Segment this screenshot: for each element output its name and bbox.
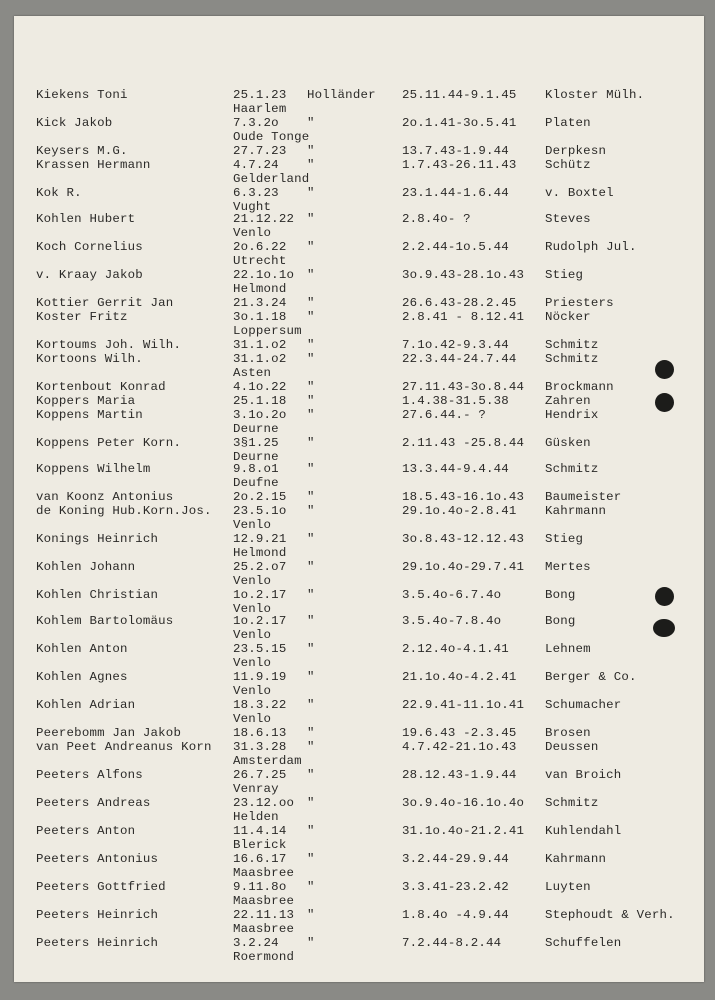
person-name: Kiekens Toni: [36, 88, 128, 102]
employment-period: 1.8.4o -4.9.44: [402, 908, 509, 922]
employer: Schumacher: [545, 698, 622, 712]
punch-hole: [655, 393, 674, 412]
employer: van Broich: [545, 768, 622, 782]
birth-date: 12.9.21: [233, 532, 287, 546]
birth-place: Deurne: [233, 450, 279, 464]
employer: Kahrmann: [545, 852, 607, 866]
nationality: ": [307, 642, 315, 656]
birth-place: Gelderland: [233, 172, 310, 186]
employer: Luyten: [545, 880, 591, 894]
birth-place: Blerick: [233, 838, 287, 852]
nationality: ": [307, 408, 315, 422]
employment-period: 3.5.4o-6.7.4o: [402, 588, 502, 602]
employer: Schuffelen: [545, 936, 622, 950]
employment-period: 22.3.44-24.7.44: [402, 352, 517, 366]
person-name: Kohlen Agnes: [36, 670, 128, 684]
birth-place: Deurne: [233, 422, 279, 436]
nationality: ": [307, 740, 315, 754]
employer: Platen: [545, 116, 591, 130]
birth-date: 21.3.24: [233, 296, 287, 310]
birth-place: Helmond: [233, 546, 287, 560]
nationality: ": [307, 338, 315, 352]
employment-period: 21.1o.4o-4.2.41: [402, 670, 517, 684]
birth-place: Utrecht: [233, 254, 287, 268]
birth-date: 31.1.o2: [233, 352, 287, 366]
birth-place: Venlo: [233, 518, 272, 532]
employer: Baumeister: [545, 490, 622, 504]
record-row: [14, 462, 704, 492]
record-row: [14, 880, 704, 910]
record-row: [14, 852, 704, 882]
nationality: ": [307, 908, 315, 922]
employment-period: 3.3.41-23.2.42: [402, 880, 509, 894]
nationality: ": [307, 796, 315, 810]
nationality: ": [307, 614, 315, 628]
birth-date: 25.1.23: [233, 88, 287, 102]
document-page: [14, 16, 704, 982]
employer: Steves: [545, 212, 591, 226]
birth-place: Oude Tonge: [233, 130, 310, 144]
employer: Stieg: [545, 532, 584, 546]
employer: Kuhlendahl: [545, 824, 622, 838]
record-row: [14, 212, 704, 242]
birth-date: 23.5.1o: [233, 504, 287, 518]
person-name: Kortoums Joh. Wilh.: [36, 338, 182, 352]
birth-date: 4.1o.22: [233, 380, 287, 394]
birth-place: Venlo: [233, 656, 272, 670]
punch-hole: [655, 360, 674, 379]
person-name: Koppens Peter Korn.: [36, 436, 182, 450]
person-name: Kick Jakob: [36, 116, 113, 130]
birth-place: Maasbree: [233, 866, 295, 880]
employment-period: 19.6.43 -2.3.45: [402, 726, 517, 740]
employer: Priesters: [545, 296, 614, 310]
person-name: Peeters Alfons: [36, 768, 143, 782]
employer: Güsken: [545, 436, 591, 450]
employer: Zahren: [545, 394, 591, 408]
nationality: ": [307, 698, 315, 712]
employment-period: 2.8.4o- ?: [402, 212, 471, 226]
nationality: ": [307, 504, 315, 518]
employment-period: 3o.8.43-12.12.43: [402, 532, 525, 546]
employment-period: 28.12.43-1.9.44: [402, 768, 517, 782]
nationality: ": [307, 936, 315, 950]
employer: Stephoudt & Verh.: [545, 908, 675, 922]
employer: Schmitz: [545, 352, 599, 366]
employer: Lehnem: [545, 642, 591, 656]
employer: Schütz: [545, 158, 591, 172]
nationality: ": [307, 768, 315, 782]
employment-period: 1.4.38-31.5.38: [402, 394, 509, 408]
nationality: ": [307, 352, 315, 366]
record-row: [14, 240, 704, 270]
birth-place: Helden: [233, 810, 279, 824]
nationality: ": [307, 380, 315, 394]
birth-date: 6.3.23: [233, 186, 279, 200]
nationality: ": [307, 158, 315, 172]
birth-place: Helmond: [233, 282, 287, 296]
record-row: [14, 88, 704, 118]
birth-date: 11.4.14: [233, 824, 287, 838]
person-name: Kortoons Wilh.: [36, 352, 143, 366]
birth-date: 18.3.22: [233, 698, 287, 712]
person-name: Kottier Gerrit Jan: [36, 296, 174, 310]
employer: Hendrix: [545, 408, 599, 422]
nationality: ": [307, 532, 315, 546]
employer: Schmitz: [545, 796, 599, 810]
employment-period: 4.7.42-21.1o.43: [402, 740, 517, 754]
person-name: Peeters Heinrich: [36, 936, 159, 950]
birth-date: 23.5.15: [233, 642, 287, 656]
nationality: ": [307, 116, 315, 130]
nationality: ": [307, 436, 315, 450]
employment-period: 13.7.43-1.9.44: [402, 144, 509, 158]
birth-place: Venlo: [233, 574, 272, 588]
employer: Nöcker: [545, 310, 591, 324]
person-name: Kohlen Adrian: [36, 698, 136, 712]
employment-period: 3o.9.43-28.1o.43: [402, 268, 525, 282]
person-name: de Koning Hub.Korn.Jos.: [36, 504, 212, 518]
record-row: [14, 614, 704, 644]
nationality: ": [307, 310, 315, 324]
birth-place: Loppersum: [233, 324, 302, 338]
nationality: Holländer: [307, 88, 376, 102]
person-name: van Peet Andreanus Korn: [36, 740, 212, 754]
employment-period: 31.1o.4o-21.2.41: [402, 824, 525, 838]
birth-date: 2o.2.15: [233, 490, 287, 504]
birth-date: 31.1.o2: [233, 338, 287, 352]
birth-date: 27.7.23: [233, 144, 287, 158]
birth-place: Maasbree: [233, 894, 295, 908]
birth-place: Venlo: [233, 712, 272, 726]
nationality: ": [307, 560, 315, 574]
birth-date: 2o.6.22: [233, 240, 287, 254]
record-row: [14, 158, 704, 188]
record-row: [14, 268, 704, 298]
nationality: ": [307, 296, 315, 310]
nationality: ": [307, 726, 315, 740]
employment-period: 13.3.44-9.4.44: [402, 462, 509, 476]
birth-date: 25.2.o7: [233, 560, 287, 574]
nationality: ": [307, 268, 315, 282]
employer: Mertes: [545, 560, 591, 574]
person-name: v. Kraay Jakob: [36, 268, 143, 282]
employment-period: 22.9.41-11.1o.41: [402, 698, 525, 712]
birth-place: Amsterdam: [233, 754, 302, 768]
employer: Rudolph Jul.: [545, 240, 637, 254]
record-row: [14, 408, 704, 438]
employment-period: 2.11.43 -25.8.44: [402, 436, 525, 450]
employment-period: 3o.9.4o-16.1o.4o: [402, 796, 525, 810]
employer: Bong: [545, 588, 576, 602]
nationality: ": [307, 490, 315, 504]
employment-period: 1.7.43-26.11.43: [402, 158, 517, 172]
record-row: [14, 352, 704, 382]
employer: v. Boxtel: [545, 186, 614, 200]
person-name: Koch Cornelius: [36, 240, 143, 254]
person-name: Kohlen Anton: [36, 642, 128, 656]
birth-date: 3.1o.2o: [233, 408, 287, 422]
record-row: [14, 560, 704, 590]
person-name: Keysers M.G.: [36, 144, 128, 158]
person-name: Peeters Andreas: [36, 796, 151, 810]
employment-period: 7.1o.42-9.3.44: [402, 338, 509, 352]
record-row: [14, 824, 704, 854]
person-name: Kohlen Christian: [36, 588, 159, 602]
person-name: Kohlen Hubert: [36, 212, 136, 226]
nationality: ": [307, 880, 315, 894]
employer: Brosen: [545, 726, 591, 740]
birth-place: Venray: [233, 782, 279, 796]
employer: Berger & Co.: [545, 670, 637, 684]
person-name: Kortenbout Konrad: [36, 380, 166, 394]
employment-period: 27.6.44.- ?: [402, 408, 486, 422]
nationality: ": [307, 670, 315, 684]
birth-date: 9.11.8o: [233, 880, 287, 894]
birth-date: 3.2.24: [233, 936, 279, 950]
employment-period: 26.6.43-28.2.45: [402, 296, 517, 310]
employment-period: 7.2.44-8.2.44: [402, 936, 502, 950]
record-row: [14, 936, 704, 966]
person-name: Peeters Heinrich: [36, 908, 159, 922]
birth-date: 4.7.24: [233, 158, 279, 172]
record-row: [14, 670, 704, 700]
record-row: [14, 116, 704, 146]
birth-date: 23.12.oo: [233, 796, 295, 810]
employer: Bong: [545, 614, 576, 628]
person-name: Kohlen Johann: [36, 560, 136, 574]
record-row: [14, 796, 704, 826]
employment-period: 18.5.43-16.1o.43: [402, 490, 525, 504]
birth-date: 1o.2.17: [233, 614, 287, 628]
employment-period: 23.1.44-1.6.44: [402, 186, 509, 200]
birth-place: Venlo: [233, 684, 272, 698]
employment-period: 2.12.4o-4.1.41: [402, 642, 509, 656]
birth-place: Venlo: [233, 226, 272, 240]
person-name: Koppens Wilhelm: [36, 462, 151, 476]
birth-date: 11.9.19: [233, 670, 287, 684]
person-name: Konings Heinrich: [36, 532, 159, 546]
record-row: [14, 310, 704, 340]
employer: Kahrmann: [545, 504, 607, 518]
employer: Kloster Mülh.: [545, 88, 645, 102]
employment-period: 29.1o.4o-2.8.41: [402, 504, 517, 518]
birth-place: Haarlem: [233, 102, 287, 116]
employer: Schmitz: [545, 462, 599, 476]
person-name: Peeters Anton: [36, 824, 136, 838]
record-row: [14, 698, 704, 728]
birth-date: 3§1.25: [233, 436, 279, 450]
person-name: van Koonz Antonius: [36, 490, 174, 504]
nationality: ": [307, 240, 315, 254]
birth-date: 7.3.2o: [233, 116, 279, 130]
person-name: Peeters Antonius: [36, 852, 159, 866]
employment-period: 27.11.43-3o.8.44: [402, 380, 525, 394]
record-row: [14, 504, 704, 534]
employment-period: 2o.1.41-3o.5.41: [402, 116, 517, 130]
birth-place: Venlo: [233, 628, 272, 642]
birth-date: 3o.1.18: [233, 310, 287, 324]
person-name: Koppers Maria: [36, 394, 136, 408]
record-row: [14, 532, 704, 562]
employment-period: 3.5.4o-7.8.4o: [402, 614, 502, 628]
birth-date: 25.1.18: [233, 394, 287, 408]
person-name: Peerebomm Jan Jakob: [36, 726, 182, 740]
birth-date: 18.6.13: [233, 726, 287, 740]
nationality: ": [307, 144, 315, 158]
record-row: [14, 642, 704, 672]
birth-date: 16.6.17: [233, 852, 287, 866]
person-name: Peeters Gottfried: [36, 880, 166, 894]
birth-date: 22.1o.1o: [233, 268, 295, 282]
employment-period: 29.1o.4o-29.7.41: [402, 560, 525, 574]
nationality: ": [307, 852, 315, 866]
employer: Stieg: [545, 268, 584, 282]
record-row: [14, 908, 704, 938]
birth-date: 22.11.13: [233, 908, 295, 922]
birth-date: 31.3.28: [233, 740, 287, 754]
punch-hole: [653, 619, 675, 637]
birth-place: Roermond: [233, 950, 295, 964]
birth-place: Venlo: [233, 602, 272, 616]
nationality: ": [307, 462, 315, 476]
employment-period: 2.8.41 - 8.12.41: [402, 310, 525, 324]
employer: Schmitz: [545, 338, 599, 352]
nationality: ": [307, 394, 315, 408]
employment-period: 2.2.44-1o.5.44: [402, 240, 509, 254]
person-name: Kohlem Bartolomäus: [36, 614, 174, 628]
birth-date: 1o.2.17: [233, 588, 287, 602]
birth-date: 21.12.22: [233, 212, 295, 226]
record-row: [14, 768, 704, 798]
birth-place: Maasbree: [233, 922, 295, 936]
nationality: ": [307, 186, 315, 200]
person-name: Koppens Martin: [36, 408, 143, 422]
record-row: [14, 740, 704, 770]
birth-date: 26.7.25: [233, 768, 287, 782]
person-name: Krassen Hermann: [36, 158, 151, 172]
nationality: ": [307, 824, 315, 838]
employment-period: 25.11.44-9.1.45: [402, 88, 517, 102]
birth-place: Asten: [233, 366, 272, 380]
birth-place: Deufne: [233, 476, 279, 490]
birth-date: 9.8.o1: [233, 462, 279, 476]
person-name: Kok R.: [36, 186, 82, 200]
employer: Brockmann: [545, 380, 614, 394]
nationality: ": [307, 588, 315, 602]
employer: Deussen: [545, 740, 599, 754]
employer: Derpkesn: [545, 144, 607, 158]
person-name: Koster Fritz: [36, 310, 128, 324]
punch-hole: [655, 587, 674, 606]
employment-period: 3.2.44-29.9.44: [402, 852, 509, 866]
nationality: ": [307, 212, 315, 226]
birth-place: Vught: [233, 200, 272, 214]
